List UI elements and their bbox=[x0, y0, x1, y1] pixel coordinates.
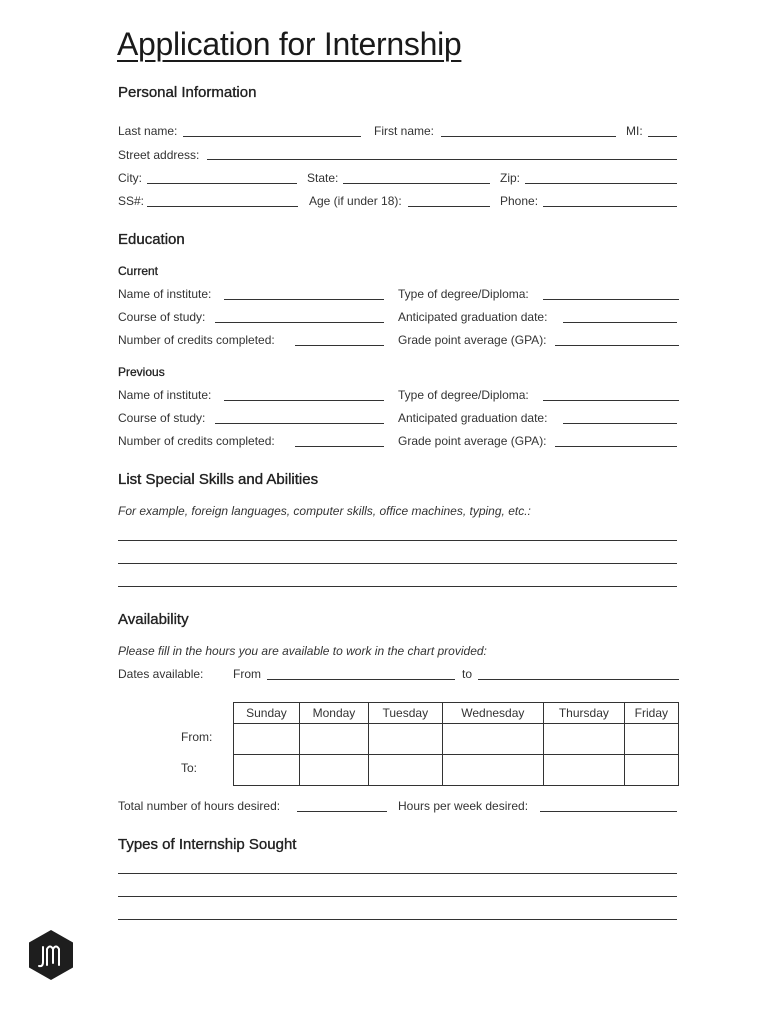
skills-line-3[interactable] bbox=[118, 586, 677, 587]
dates-to-label: to bbox=[462, 667, 473, 681]
to-cell-wednesday[interactable] bbox=[442, 755, 543, 786]
availability-instruction: Please fill in the hours you are available to work in the chart provided: bbox=[118, 644, 487, 658]
dates-available-label: Dates available: bbox=[118, 667, 204, 681]
age-label: Age (if under 18): bbox=[309, 194, 402, 208]
hours-to-label: To: bbox=[181, 761, 198, 775]
previous-degree-field[interactable] bbox=[543, 400, 679, 401]
from-cell-wednesday[interactable] bbox=[442, 724, 543, 755]
availability-header-row bbox=[234, 703, 679, 724]
skills-line-1[interactable] bbox=[118, 540, 677, 541]
current-credits-field[interactable] bbox=[295, 345, 384, 346]
current-degree-field[interactable] bbox=[543, 299, 679, 300]
hours-per-week-label: Hours per week desired: bbox=[398, 799, 529, 813]
mi-field[interactable] bbox=[648, 136, 677, 137]
mi-label: MI: bbox=[626, 124, 643, 138]
skills-line-2[interactable] bbox=[118, 563, 677, 564]
street-address-label: Street address: bbox=[118, 148, 200, 162]
section-heading-personal: Personal Information bbox=[118, 84, 257, 101]
current-gpa-label: Grade point average (GPA): bbox=[398, 333, 547, 347]
age-field[interactable] bbox=[408, 206, 490, 207]
section-heading-availability: Availability bbox=[118, 611, 189, 628]
types-line-2[interactable] bbox=[118, 896, 677, 897]
last-name-label: Last name: bbox=[118, 124, 178, 138]
phone-field[interactable] bbox=[543, 206, 677, 207]
state-field[interactable] bbox=[343, 183, 490, 184]
dates-from-field[interactable] bbox=[267, 679, 455, 680]
phone-label: Phone: bbox=[500, 194, 539, 208]
zip-label: Zip: bbox=[500, 171, 521, 185]
day-header-sunday: Sunday bbox=[234, 703, 300, 724]
previous-credits-label: Number of credits completed: bbox=[118, 434, 275, 448]
to-cell-tuesday[interactable] bbox=[368, 755, 442, 786]
current-graduation-label: Anticipated graduation date: bbox=[398, 310, 548, 324]
first-name-field[interactable] bbox=[441, 136, 616, 137]
city-label: City: bbox=[118, 171, 142, 185]
current-subheading: Current bbox=[118, 264, 159, 278]
to-cell-sunday[interactable] bbox=[234, 755, 300, 786]
day-header-tuesday: Tuesday bbox=[368, 703, 442, 724]
city-field[interactable] bbox=[147, 183, 297, 184]
previous-gpa-label: Grade point average (GPA): bbox=[398, 434, 547, 448]
from-cell-thursday[interactable] bbox=[544, 724, 625, 755]
from-cell-tuesday[interactable] bbox=[368, 724, 442, 755]
current-institute-field[interactable] bbox=[224, 299, 384, 300]
from-cell-monday[interactable] bbox=[299, 724, 368, 755]
previous-gpa-field[interactable] bbox=[555, 446, 677, 447]
jm-hexagon-logo bbox=[28, 929, 74, 981]
current-course-label: Course of study: bbox=[118, 310, 206, 324]
previous-graduation-field[interactable] bbox=[563, 423, 677, 424]
from-cell-friday[interactable] bbox=[624, 724, 678, 755]
dates-to-field[interactable] bbox=[478, 679, 679, 680]
total-hours-field[interactable] bbox=[297, 811, 387, 812]
availability-from-row bbox=[234, 724, 679, 755]
day-header-monday: Monday bbox=[299, 703, 368, 724]
current-institute-label: Name of institute: bbox=[118, 287, 212, 301]
section-heading-skills: List Special Skills and Abilities bbox=[118, 471, 319, 488]
types-line-3[interactable] bbox=[118, 919, 677, 920]
hours-per-week-field[interactable] bbox=[540, 811, 677, 812]
from-cell-sunday[interactable] bbox=[234, 724, 300, 755]
day-header-friday: Friday bbox=[624, 703, 678, 724]
to-cell-friday[interactable] bbox=[624, 755, 678, 786]
previous-degree-label: Type of degree/Diploma: bbox=[398, 388, 529, 402]
ss-label: SS#: bbox=[118, 194, 145, 208]
ss-field[interactable] bbox=[147, 206, 298, 207]
previous-subheading: Previous bbox=[118, 365, 165, 379]
to-cell-monday[interactable] bbox=[299, 755, 368, 786]
previous-institute-label: Name of institute: bbox=[118, 388, 212, 402]
day-header-thursday: Thursday bbox=[544, 703, 625, 724]
first-name-label: First name: bbox=[374, 124, 435, 138]
dates-from-label: From bbox=[233, 667, 261, 681]
logo-icon bbox=[28, 929, 74, 981]
state-label: State: bbox=[307, 171, 339, 185]
current-gpa-field[interactable] bbox=[555, 345, 679, 346]
day-header-wednesday: Wednesday bbox=[442, 703, 543, 724]
previous-course-label: Course of study: bbox=[118, 411, 206, 425]
to-cell-thursday[interactable] bbox=[544, 755, 625, 786]
types-line-1[interactable] bbox=[118, 873, 677, 874]
previous-credits-field[interactable] bbox=[295, 446, 384, 447]
zip-field[interactable] bbox=[525, 183, 677, 184]
current-graduation-field[interactable] bbox=[563, 322, 677, 323]
total-hours-label: Total number of hours desired: bbox=[118, 799, 281, 813]
current-degree-label: Type of degree/Diploma: bbox=[398, 287, 529, 301]
current-course-field[interactable] bbox=[215, 322, 384, 323]
section-heading-types: Types of Internship Sought bbox=[118, 836, 297, 853]
previous-institute-field[interactable] bbox=[224, 400, 384, 401]
current-credits-label: Number of credits completed: bbox=[118, 333, 275, 347]
availability-to-row bbox=[234, 755, 679, 786]
street-address-field[interactable] bbox=[207, 159, 677, 160]
last-name-field[interactable] bbox=[183, 136, 361, 137]
section-heading-education: Education bbox=[118, 231, 185, 248]
hours-from-label: From: bbox=[181, 730, 213, 744]
previous-course-field[interactable] bbox=[215, 423, 384, 424]
availability-table bbox=[233, 702, 679, 786]
page-title: Application for Internship bbox=[117, 26, 462, 62]
previous-graduation-label: Anticipated graduation date: bbox=[398, 411, 548, 425]
skills-instruction: For example, foreign languages, computer skills, office machines, typing, etc.: bbox=[118, 504, 531, 518]
